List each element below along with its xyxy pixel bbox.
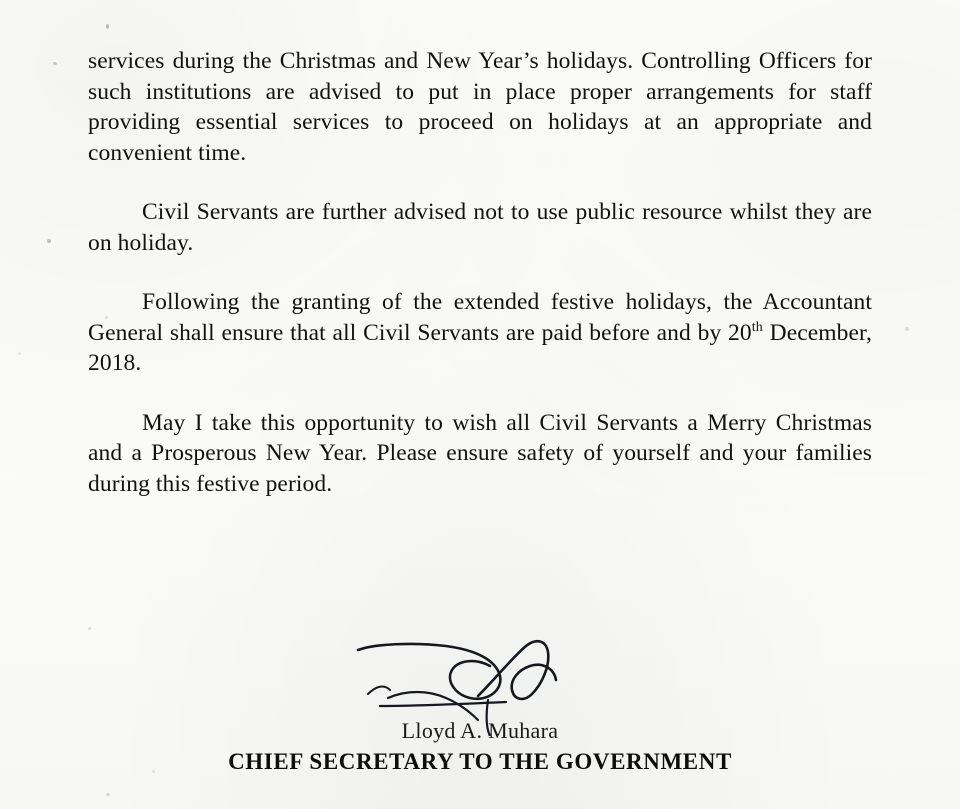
handwritten-signature-icon xyxy=(88,636,872,732)
scan-speck xyxy=(18,352,21,355)
paragraph-greetings-text: May I take this opportunity to wish all Civil Servants a Merry Christmas and a Prosperous New Year. Please ensure safety of yourself and your families during this festive period. xyxy=(88,409,872,497)
paragraph-greetings xyxy=(88,408,872,500)
signature-block xyxy=(88,636,872,776)
paragraph-public-resource xyxy=(88,197,872,258)
signatory-title: CHIEF SECRETARY TO THE GOVERNMENT xyxy=(228,749,732,774)
paragraph-public-resource-text: Civil Servants are further advised not to use public resource whilst they are on holiday. xyxy=(88,199,872,256)
signatory-name: Lloyd A. Muhara xyxy=(401,718,559,743)
ordinal-suffix: th xyxy=(751,319,763,335)
paragraph-essential-services: services during the Christmas and New Year’s holidays. Controlling Officers for such institutions are advised to put in place proper arrangements for staff providing essential services to proceed on holidays at an appropriate and convenient time. xyxy=(88,48,872,166)
scan-speck xyxy=(53,62,57,65)
scan-speck xyxy=(106,24,109,29)
scan-speck xyxy=(47,239,51,243)
paragraph-payment-text-after-ordinal: December, 2018. xyxy=(88,319,873,376)
paragraph-payment xyxy=(88,287,872,379)
scan-speck xyxy=(106,793,110,796)
scan-speck xyxy=(905,327,909,331)
scan-speck xyxy=(88,627,91,630)
document-text-body xyxy=(88,46,873,774)
paragraph-payment-text-before-ordinal: Following the granting of the extended festive holidays, the Accountant General shall ensure that all Civil Servants are paid before and by 20 xyxy=(88,289,872,346)
